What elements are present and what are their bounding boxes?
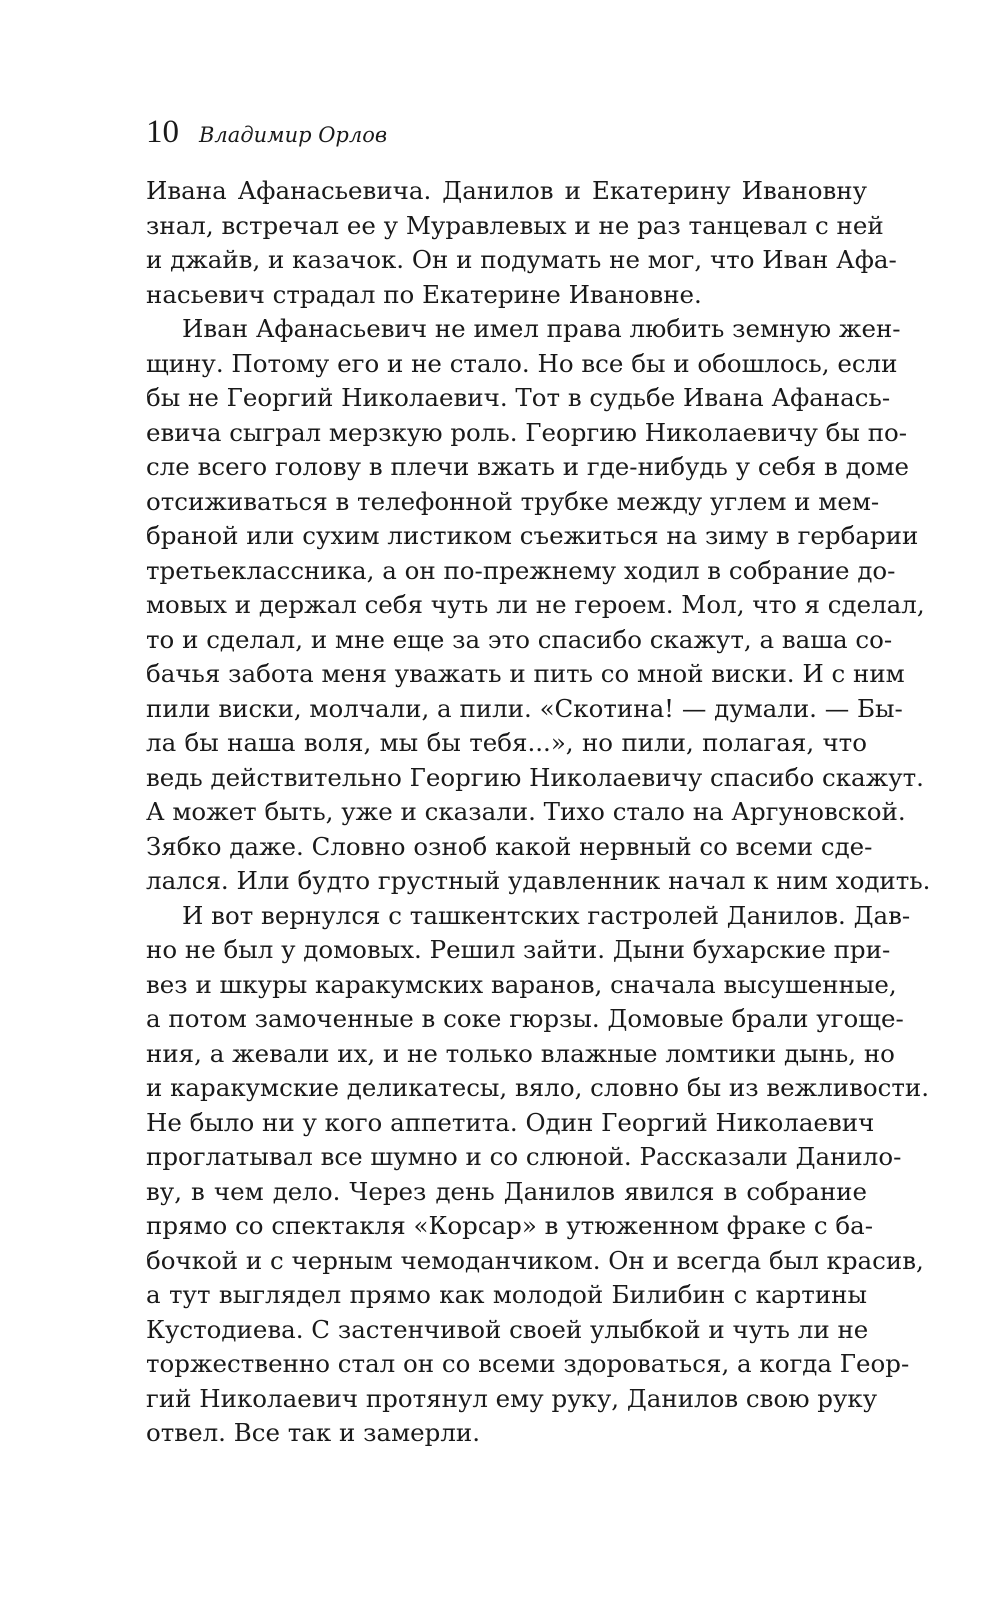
text-line: то и сделал, и мне еще за это спасибо скажут, а ваша со-	[146, 624, 893, 654]
text-line: Кустодиева. С застенчивой своей улыбкой и чуть ли не	[146, 1314, 869, 1344]
text-line: а потом замоченные в соке гюрзы. Домовые брали угоще-	[146, 1004, 904, 1033]
text-line: мовых и держал себя чуть ли не героем. Мол, что я сделал,	[146, 590, 925, 619]
text-line: Иван Афанасьевич не имел права любить земную жен-	[182, 314, 901, 343]
text-line: а тут выглядел прямо как молодой Билибин с картины	[146, 1280, 867, 1309]
text-line: сле всего голову в плечи вжать и где-нибудь у себя в доме	[146, 452, 910, 481]
body-text	[146, 174, 931, 1451]
text-line: Не было ни у кого аппетита. Один Георгий Николаевич	[146, 1107, 875, 1137]
text-line: бочкой и с черным чемоданчиком. Он и всегда был красив,	[146, 1245, 924, 1275]
page-number: 10	[146, 114, 179, 150]
text-line: ла бы наша воля, мы бы тебя...», но пили, полагая, что	[146, 728, 867, 757]
text-line: И вот вернулся с ташкентских гастролей Данилов. Дав-	[182, 900, 911, 930]
text-line: насьевич страдал по Екатерине Ивановне.	[146, 279, 702, 309]
paragraph	[146, 312, 931, 899]
text-line: ву, в чем дело. Через день Данилов явился в собрание	[146, 1176, 867, 1206]
text-line: торжественно стал он со всеми здороваться, а когда Геор-	[146, 1349, 910, 1378]
text-line: прямо со спектакля «Корсар» в утюженном фраке с ба-	[146, 1211, 874, 1240]
text-line: лался. Или будто грустный удавленник начал к ним ходить.	[146, 866, 931, 895]
text-line: третьеклассника, а он по-прежнему ходил в собрание до-	[146, 555, 896, 585]
text-line: Ивана Афанасьевича. Данилов и Екатерину Ивановну	[146, 176, 867, 205]
text-line: и джайв, и казачок. Он и подумать не мог, что Иван Афа-	[146, 245, 897, 274]
text-line: А может быть, уже и сказали. Тихо стало на Аргуновской.	[146, 797, 906, 826]
text-line: проглатывал все шумно и со слюной. Рассказали Данило-	[146, 1142, 902, 1171]
text-line: щину. Потому его и не стало. Но все бы и обошлось, если	[146, 348, 898, 378]
text-line: бы не Георгий Николаевич. Тот в судьбе Ивана Афанась-	[146, 383, 891, 412]
text-line: и каракумские деликатесы, вяло, словно бы из вежливости.	[146, 1073, 930, 1102]
paragraph	[146, 174, 897, 312]
text-line: отвел. Все так и замерли.	[146, 1418, 481, 1447]
text-line: пили виски, молчали, а пили. «Скотина! — думали. — Бы-	[146, 693, 903, 723]
text-line: бачья забота меня уважать и пить со мной виски. И с ним	[146, 659, 905, 688]
text-line: отсиживаться в телефонной трубке между углем и мем-	[146, 486, 880, 516]
text-line: знал, встречал ее у Муравлевых и не раз танцевал с ней	[146, 210, 884, 240]
text-line: браной или сухим листиком съежиться на зиму в гербарии	[146, 521, 919, 550]
author-name: Владимир Орлов	[199, 123, 388, 147]
text-line: ния, а жевали их, и не только влажные ломтики дынь, но	[146, 1038, 895, 1068]
text-line: гий Николаевич протянул ему руку, Данилов свою руку	[146, 1383, 878, 1413]
text-line: евича сыграл мерзкую роль. Георгию Николаевичу бы по-	[146, 417, 908, 447]
running-header	[146, 110, 387, 154]
text-line: Зябко даже. Словно озноб какой нервный со всеми сде-	[146, 831, 873, 861]
paragraph	[146, 899, 930, 1451]
text-line: вез и шкуры каракумских варанов, сначала высушенные,	[146, 969, 897, 999]
text-line: но не был у домовых. Решил зайти. Дыни бухарские при-	[146, 935, 891, 964]
text-line: ведь действительно Георгию Николаевичу спасибо скажут.	[146, 762, 924, 792]
